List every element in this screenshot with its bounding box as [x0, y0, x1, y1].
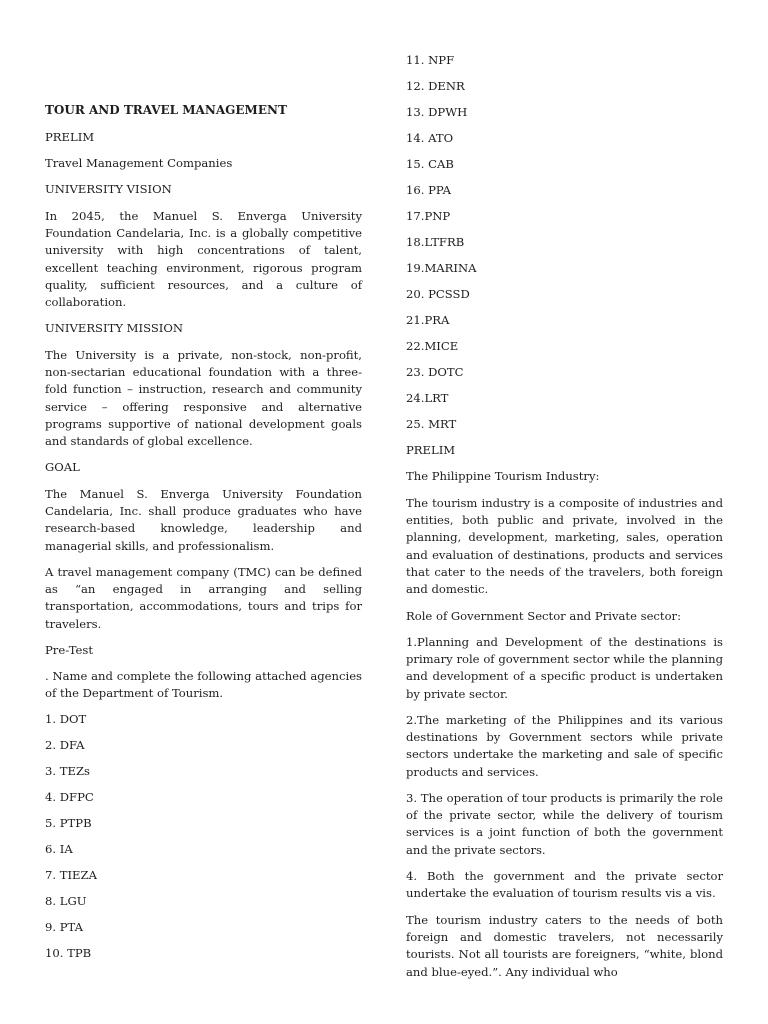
- list-item: 14. ATO: [406, 131, 454, 145]
- role-item-4: 4. Both the government and the private sector undertake the evaluation of tourism results vis a vis.: [406, 869, 723, 901]
- industry-paragraph: The tourism industry is a composite of industries and entities, both public and private, involved in the planning, development, marketing, sales, operation and evaluation of destinations, products and services that cater to the needs of the travelers, both foreign and domestic.: [406, 496, 723, 597]
- mission-paragraph: The University is a private, non-stock, non-profit, non-sectarian educational foundation with a three-fold function – instruction, research and community service – offering responsive and alternative programs supportive of national development goals and standards of global excellence.: [45, 348, 362, 449]
- list-item: 20. PCSSD: [406, 287, 470, 301]
- list-item: 8. LGU: [45, 894, 87, 908]
- goal-heading: GOAL: [45, 460, 80, 474]
- list-item: 5. PTPB: [45, 816, 92, 830]
- list-item: 4. DFPC: [45, 790, 94, 804]
- list-item: 9. PTA: [45, 920, 84, 934]
- list-item: 11. NPF: [406, 53, 455, 67]
- list-item: 7. TIEZA: [45, 868, 97, 882]
- role-heading: Role of Government Sector and Private sector:: [406, 609, 682, 623]
- list-item: 1. DOT: [45, 712, 87, 726]
- list-item: 12. DENR: [406, 79, 465, 93]
- list-item: 10. TPB: [45, 946, 92, 960]
- list-item: 19.MARINA: [406, 261, 477, 275]
- list-item: 2. DFA: [45, 738, 85, 752]
- tmc-paragraph: A travel management company (TMC) can be defined as “an engaged in arranging and selling transportation, accommodations, tours and trips for travelers.: [45, 565, 362, 631]
- prelim-label: PRELIM: [406, 443, 456, 457]
- vision-heading: UNIVERSITY VISION: [45, 182, 172, 196]
- caters-paragraph: The tourism industry caters to the needs of both foreign and domestic travelers, not necessarily tourists. Not all tourists are foreigners, “white, blond and blue-eyed.”. Any individual who: [406, 913, 723, 979]
- list-item: 13. DPWH: [406, 105, 468, 119]
- industry-heading: The Philippine Tourism Industry:: [406, 469, 600, 483]
- subtitle: Travel Management Companies: [45, 156, 233, 170]
- list-item: 25. MRT: [406, 417, 457, 431]
- list-item: 17.PNP: [406, 209, 451, 223]
- role-item-1: 1.Planning and Development of the destinations is primary role of government sector while the planning and development of a specific product is undertaken by private sector.: [406, 635, 723, 701]
- goal-paragraph: The Manuel S. Enverga University Foundation Candelaria, Inc. shall produce graduates who have research-based knowledge, leadership and managerial skills, and professionalism.: [45, 487, 362, 553]
- list-item: 16. PPA: [406, 183, 452, 197]
- list-item: 22.MICE: [406, 339, 459, 353]
- list-item: 18.LTFRB: [406, 235, 465, 249]
- role-item-2: 2.The marketing of the Philippines and its various destinations by Government sectors while private sectors undertake the marketing and sale of specific products and services.: [406, 713, 723, 779]
- list-item: 6. IA: [45, 842, 73, 856]
- list-item: 3. TEZs: [45, 764, 90, 778]
- role-item-3: 3. The operation of tour products is primarily the role of the private sector, while the delivery of tourism services is a joint function of both the government and the private sectors.: [406, 791, 723, 857]
- vision-paragraph: In 2045, the Manuel S. Enverga University Foundation Candelaria, Inc. is a globally competitive university with high concentrations of talent, excellent teaching environment, rigorous program quality, sufficient resources, and a culture of collaboration.: [45, 209, 362, 310]
- mission-heading: UNIVERSITY MISSION: [45, 321, 184, 335]
- list-item: 21.PRA: [406, 313, 450, 327]
- list-item: 15. CAB: [406, 157, 454, 171]
- prelim-label: PRELIM: [45, 130, 95, 144]
- list-item: 24.LRT: [406, 391, 449, 405]
- pretest-instruction: . Name and complete the following attached agencies of the Department of Tourism.: [45, 669, 362, 701]
- pretest-heading: Pre-Test: [45, 643, 94, 657]
- document-title: TOUR AND TRAVEL MANAGEMENT: [45, 103, 287, 117]
- list-item: 23. DOTC: [406, 365, 464, 379]
